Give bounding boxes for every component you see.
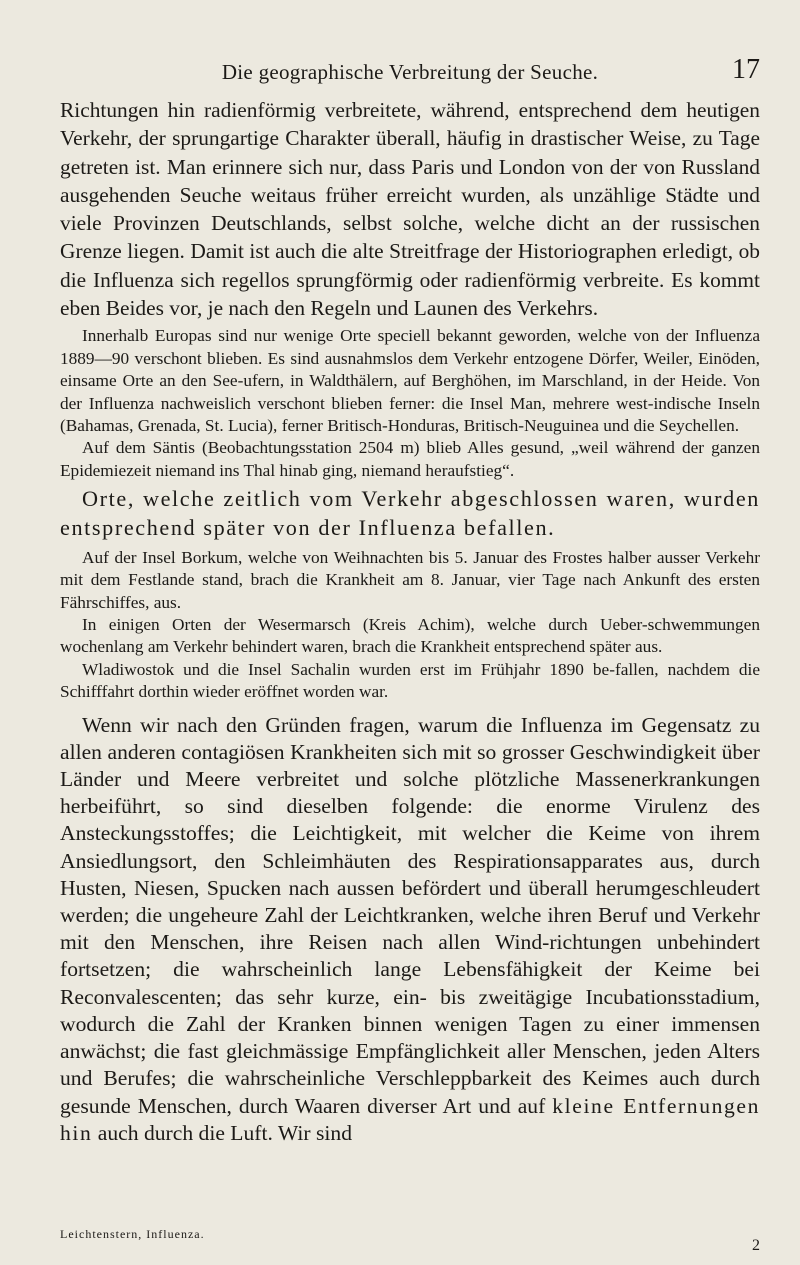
gathering-number: 2 <box>752 1237 760 1254</box>
small-paragraph-borkum: Auf der Insel Borkum, welche von Weihnachten bis 5. Januar des Frostes halber ausser Verkehr mit dem Festlande stand, brach die Krankheit am 8. Januar, vier Tage nach Ankunft des ersten Fährschiffes, aus. <box>60 547 760 612</box>
paragraph-reasons-tail: auch durch die Luft. Wir sind <box>92 1120 352 1145</box>
spaced-thesis-paragraph: Orte, welche zeitlich vom Verkehr abgeschlossen waren, wurden entsprechend später von der Influenza befallen. <box>60 486 760 541</box>
page-number: 17 <box>732 54 760 85</box>
paragraph-reasons <box>60 712 760 1147</box>
small-paragraph-saentis: Auf dem Säntis (Beobachtungsstation 2504 m) blieb Alles gesund, „weil während der ganzen Epidemiezeit niemand ins Thal hinab ging, niemand heraufstieg“. <box>60 438 760 480</box>
small-paragraph-wesermarsch: In einigen Orten der Wesermarsch (Kreis Achim), welche durch Ueber-schwemmungen wochenlang am Verkehr behindert waren, brach die Krankheit entsprechend später aus. <box>60 615 760 657</box>
paragraph-1: Richtungen hin radienförmig verbreitete, während, entsprechend dem heutigen Verkehr, der sprungartige Charakter überall, häufig in drastischer Weise, zu Tage getreten ist. Man erinnere sich nur, dass Paris und London von der von Russland ausgehenden Seuche weitaus früher erreicht wurden, als unzählige Städte und viele Provinzen Deutschlands, selbst solche, welche dicht an der russischen Grenze liegen. Damit ist auch die alte Streitfrage der Historiographen erledigt, ob die Influenza sich regellos sprungförmig oder radienförmig verbreite. Es kommt eben Beides vor, je nach den Regeln und Launen des Verkehrs. <box>60 98 760 321</box>
small-paragraph-wladiwostok: Wladiwostok und die Insel Sachalin wurden erst im Frühjahr 1890 be-fallen, nachdem die Schifffahrt dorthin wieder eröffnet worden war. <box>60 659 760 702</box>
signature-mark: Leichtenstern, Influenza. <box>60 1227 205 1241</box>
spaced-emphasis: kleine Entfernungen hin <box>60 1093 760 1145</box>
body-text <box>60 96 760 1147</box>
small-paragraph-europe: Innerhalb Europas sind nur wenige Orte speciell bekannt geworden, welche von der Influenza 1889—90 verschont blieben. Es sind ausnahmslos dem Verkehr entzogene Dörfer, Weiler, Einöden, einsame Orte an den See-ufern, in Waldthälern, auf Berghöhen, im Marschland, in der Heide. Von der Influenza nachweislich verschont blieben ferner: die Insel Man, mehrere west-indische Inseln (Bahamas, Grenada, St. Lucia), ferner Britisch-Honduras, Britisch-Neuguinea und die Seychellen. <box>60 326 760 435</box>
paragraph-reasons-lead: Wenn wir nach den Gründen fragen, warum die Influenza im Gegensatz zu allen anderen contagiösen Krankheiten sich mit so grosser Geschwindigkeit über Länder und Meere verbreitet und solche plötzliche Massenerkrankungen herbeiführt, so sind dieselben folgende: die enorme Virulenz des Ansteckungsstoffes; die Leichtigkeit, mit welcher die Keime von ihrem Ansiedlungsort, den Schleimhäuten des Respirationsapparates aus, durch Husten, Niesen, Spucken nach aussen befördert und überall herumgeschleudert werden; die ungeheure Zahl der Leichtkranken, welche ihren Beruf und Verkehr mit den Menschen, ihre Reisen nach allen Wind-richtungen unbehindert fortsetzen; die wahrscheinlich lange Lebensfähigkeit der Keime bei Reconvalescenten; das sehr kurze, ein- bis zweitägige Incubationsstadium, wodurch die Zahl der Kranken binnen wenigen Tagen zu einer immensen anwächst; die fast gleichmässige Empfänglichkeit aller Menschen, jeden Alters und Berufes; die wahrscheinliche Verschleppbarkeit des Keimes auch durch gesunde Menschen, durch Waaren diverser Art und auf <box>60 712 760 1118</box>
page-footer <box>60 1225 760 1259</box>
running-header <box>60 52 760 86</box>
running-title: Die geographische Verbreitung der Seuche. <box>221 60 599 84</box>
